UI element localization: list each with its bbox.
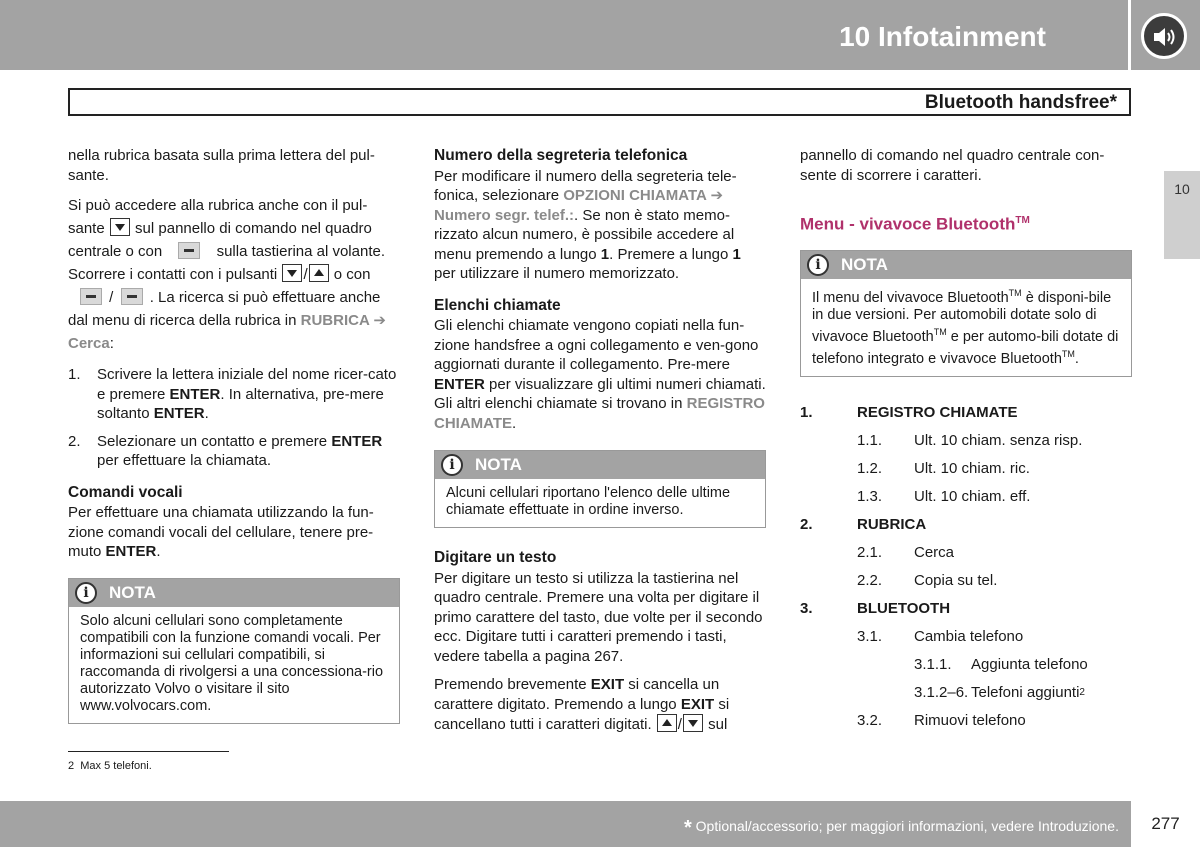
- footer-bar: [0, 801, 1131, 847]
- note-label: NOTA: [841, 255, 888, 275]
- menu-tree-item: 2.2. Copia su tel.: [857, 571, 998, 589]
- footnote-rule: [68, 751, 229, 752]
- side-tab-label: 10: [1174, 181, 1190, 197]
- note-text: Alcuni cellulari riportano l'elenco delle ultime chiamate effettuate in ordine inverso.: [446, 485, 731, 518]
- steering-keypad-button-icon: [178, 242, 200, 259]
- chapter-side-tab[interactable]: [1164, 171, 1200, 259]
- menu-reference: RUBRICA ➔ Cerca: [68, 312, 386, 352]
- column-3: [800, 146, 1132, 735]
- menu-tree-item: 1.2. Ult. 10 chiam. ric.: [857, 459, 1030, 477]
- note-header: [435, 451, 765, 479]
- paragraph-exit: Premendo brevemente EXIT si cancella un carattere digitato. Premendo a lungo EXIT si cancellano tutti i caratteri digitati. / sul: [434, 676, 730, 733]
- note-box: [68, 578, 400, 724]
- paragraph: nella rubrica basata sulla prima lettera del pul-sante.: [68, 147, 375, 184]
- arrow-down-key-icon: [110, 218, 130, 236]
- menu-tree-item: 3.1.1. Aggiunta telefono: [914, 655, 1088, 673]
- info-icon: i: [807, 254, 829, 276]
- paragraph-call-lists: Gli elenchi chiamate vengono copiati nella fun-zione handsfree a ogni collegamento e ven-gono aggiornati durante il collegamento. Pre-mere ENTER per visualizzare gli ultimi numeri chiamati. Gli altri elenchi chiamate si trovano in REGISTRO CHIAMATE.: [434, 317, 766, 432]
- column-2: [434, 146, 766, 744]
- heading-call-lists: Elenchi chiamate: [434, 296, 561, 314]
- note-text: Il menu del vivavoce Bluetooth™ è disponi-bile in due versioni. Per automobili dotate solo di vivavoce Bluetooth™ e per automo-bili dotate di telefono integrato e vivavoce Bluetooth™.: [812, 288, 1119, 367]
- arrow-down-key-icon: [683, 714, 703, 732]
- section-header: [68, 88, 1131, 116]
- footnote: 2 Max 5 telefoni.: [68, 760, 152, 772]
- header-bar: [0, 0, 1128, 70]
- arrow-down-key-icon: [282, 264, 302, 282]
- note-box: [800, 250, 1132, 376]
- menu-tree-item: 2. RUBRICA: [800, 515, 927, 533]
- menu-tree-item: 3.2. Rimuovi telefono: [857, 711, 1026, 729]
- menu-tree-item: 3. BLUETOOTH: [800, 599, 951, 617]
- heading-enter-text: Digitare un testo: [434, 549, 557, 566]
- paragraph-enter-text: Per digitare un testo si utilizza la tastierina nel quadro centrale. Premere una volta per digitare il primo carattere del tasto, due volte per il secondo ecc. Digitare tutti i caratteri premendo i tasti, vedere tabella a pagina 267.: [434, 569, 763, 665]
- list-item: 1. Scrivere la lettera iniziale del nome ricer-cato e premere ENTER. In alternativa, pre-mere soltanto ENTER.: [68, 366, 397, 422]
- info-icon: i: [75, 582, 97, 604]
- note-header: [69, 579, 399, 607]
- note-label: NOTA: [475, 455, 522, 474]
- steps-list: [68, 365, 400, 471]
- note-label: NOTA: [109, 582, 156, 602]
- heading-voice-commands: Comandi vocali: [68, 483, 183, 501]
- header-icon-box: [1131, 0, 1200, 70]
- list-item: 2. Selezionare un contatto e premere ENTER per effettuare la chiamata.: [68, 432, 383, 469]
- next-button-icon: [121, 288, 143, 305]
- menu-tree-item: 1. REGISTRO CHIAMATE: [800, 403, 1018, 421]
- menu-tree-item: 3.1.2–6. Telefoni aggiunti 2: [914, 683, 1085, 701]
- note-text: Solo alcuni cellulari sono completamente compatibili con la funzione comandi vocali. Per informazioni sui cellulari compatibili, si raccomanda di rivolgersi a una concessiona-rio autorizzato Volvo o visitare il sito www.volvocars.com.: [80, 612, 384, 714]
- paragraph: pannello di comando nel quadro centrale con-sente di scorrere i caratteri.: [800, 147, 1105, 184]
- menu-reference: REGISTRO CHIAMATE: [434, 395, 765, 432]
- menu-reference: OPZIONI CHIAMATA ➔ Numero segr. telef.:: [434, 187, 724, 224]
- heading-voicemail: Numero della segreteria telefonica: [434, 147, 688, 164]
- menu-tree-item: 1.1. Ult. 10 chiam. senza risp.: [857, 431, 1083, 449]
- menu-tree: [800, 399, 1132, 735]
- chapter-title: 10 Infotainment: [839, 21, 1046, 52]
- note-header: [801, 251, 1131, 279]
- info-icon: i: [441, 454, 463, 476]
- section-title: Bluetooth handsfree*: [924, 92, 1117, 113]
- note-box: [434, 450, 766, 528]
- paragraph-phonebook: Si può accedere alla rubrica anche con il pul-sante sul pannello di comando nel quadro centrale o con sulla tastierina al volante. Scorrere i contatti con i pulsanti / o con / . La ricerca si può effettuare anche dal menu di ricerca della rubrica in RUBRICA ➔ Cerca:: [68, 197, 386, 352]
- previous-button-icon: [80, 288, 102, 305]
- speaker-icon: [1141, 13, 1187, 59]
- arrow-up-key-icon: [657, 714, 677, 732]
- paragraph-voice: Per effettuare una chiamata utilizzando la fun-zione comandi vocali del cellulare, tenere pre-muto ENTER.: [68, 504, 374, 560]
- menu-tree-item: 3.1. Cambia telefono: [857, 627, 1024, 645]
- menu-tree-item: 2.1. Cerca: [857, 543, 955, 561]
- footer-note: * Optional/accessorio; per maggiori informazioni, vedere Introduzione.: [683, 817, 1119, 839]
- page-number: 277: [1151, 814, 1180, 833]
- paragraph-voicemail: Per modificare il numero della segreteria tele-fonica, selezionare OPZIONI CHIAMATA ➔ Numero segr. telef.:. Se non è stato memo-rizzato alcun numero, è possibile accedere al menu premendo a lungo 1. Premere a lungo 1 per utilizzare il numero memorizzato.: [434, 167, 741, 282]
- arrow-up-key-icon: [309, 264, 329, 282]
- menu-heading: Menu - vivavoce Bluetooth™: [800, 214, 1030, 234]
- menu-tree-item: 1.3. Ult. 10 chiam. eff.: [857, 487, 1031, 505]
- column-1: [68, 146, 400, 738]
